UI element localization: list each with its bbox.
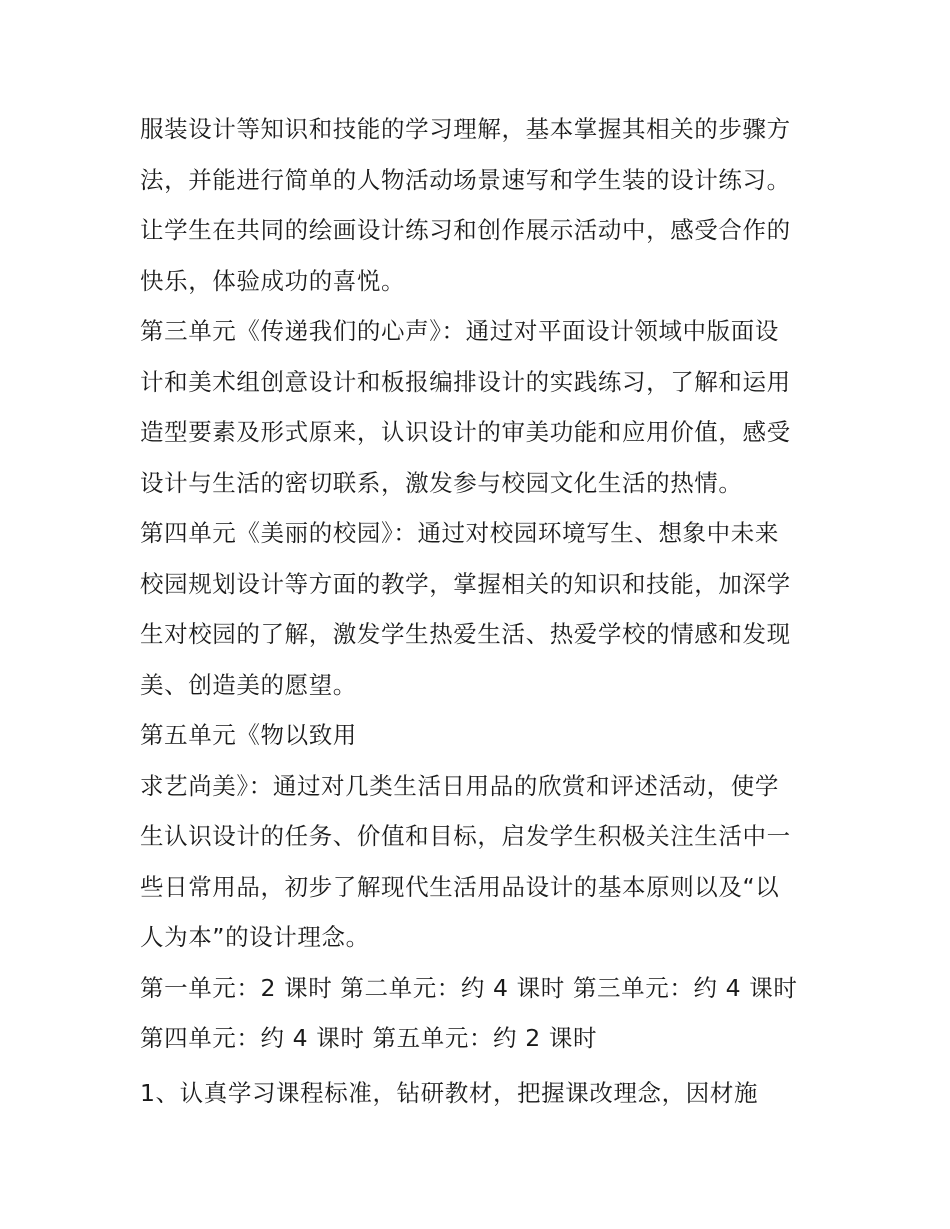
text-line: 人为本”的设计理念。 <box>140 923 370 951</box>
text-line: 美、创造美的愿望。 <box>140 671 357 699</box>
text-line: 快乐，体验成功的喜悦。 <box>140 267 406 295</box>
text-line: 生认识设计的任务、价值和目标，启发学生积极关注生活中一 <box>140 822 791 850</box>
text-line: 法，并能进行简单的人物活动场景速写和学生装的设计练习。 <box>140 166 791 194</box>
text-line: 服装设计等知识和技能的学习理解，基本掌握其相关的步骤方 <box>140 115 791 143</box>
text-line: 第三单元《传递我们的心声》：通过对平面设计领域中版面设 <box>140 317 779 345</box>
text-line: 设计与生活的密切联系，激发参与校园文化生活的热情。 <box>140 469 743 497</box>
text-line: 第四单元：约 4 课时 第五单元：约 2 课时 <box>140 1024 598 1052</box>
text-line: 第五单元《物以致用 <box>140 721 357 749</box>
text-line: 些日常用品，初步了解现代生活用品设计的基本原则以及“以 <box>140 873 780 901</box>
text-line: 求艺尚美》：通过对几类生活日用品的欣赏和评述活动，使学 <box>140 772 779 800</box>
text-line: 生对校园的了解，激发学生热爱生活、热爱学校的情感和发现 <box>140 620 791 648</box>
text-line: 校园规划设计等方面的教学，掌握相关的知识和技能，加深学 <box>140 570 791 598</box>
text-line: 1、认真学习课程标准，钻研教材，把握课改理念，因材施 <box>140 1079 759 1107</box>
text-line: 让学生在共同的绘画设计练习和创作展示活动中，感受合作的 <box>140 216 791 244</box>
text-line: 计和美术组创意设计和板报编排设计的实践练习，了解和运用 <box>140 368 791 396</box>
text-line: 造型要素及形式原来，认识设计的审美功能和应用价值，感受 <box>140 418 791 446</box>
text-line: 第一单元：2 课时 第二单元：约 4 课时 第三单元：约 4 课时 <box>140 974 798 1002</box>
text-line: 第四单元《美丽的校园》：通过对校园环境写生、想象中未来 <box>140 519 779 547</box>
